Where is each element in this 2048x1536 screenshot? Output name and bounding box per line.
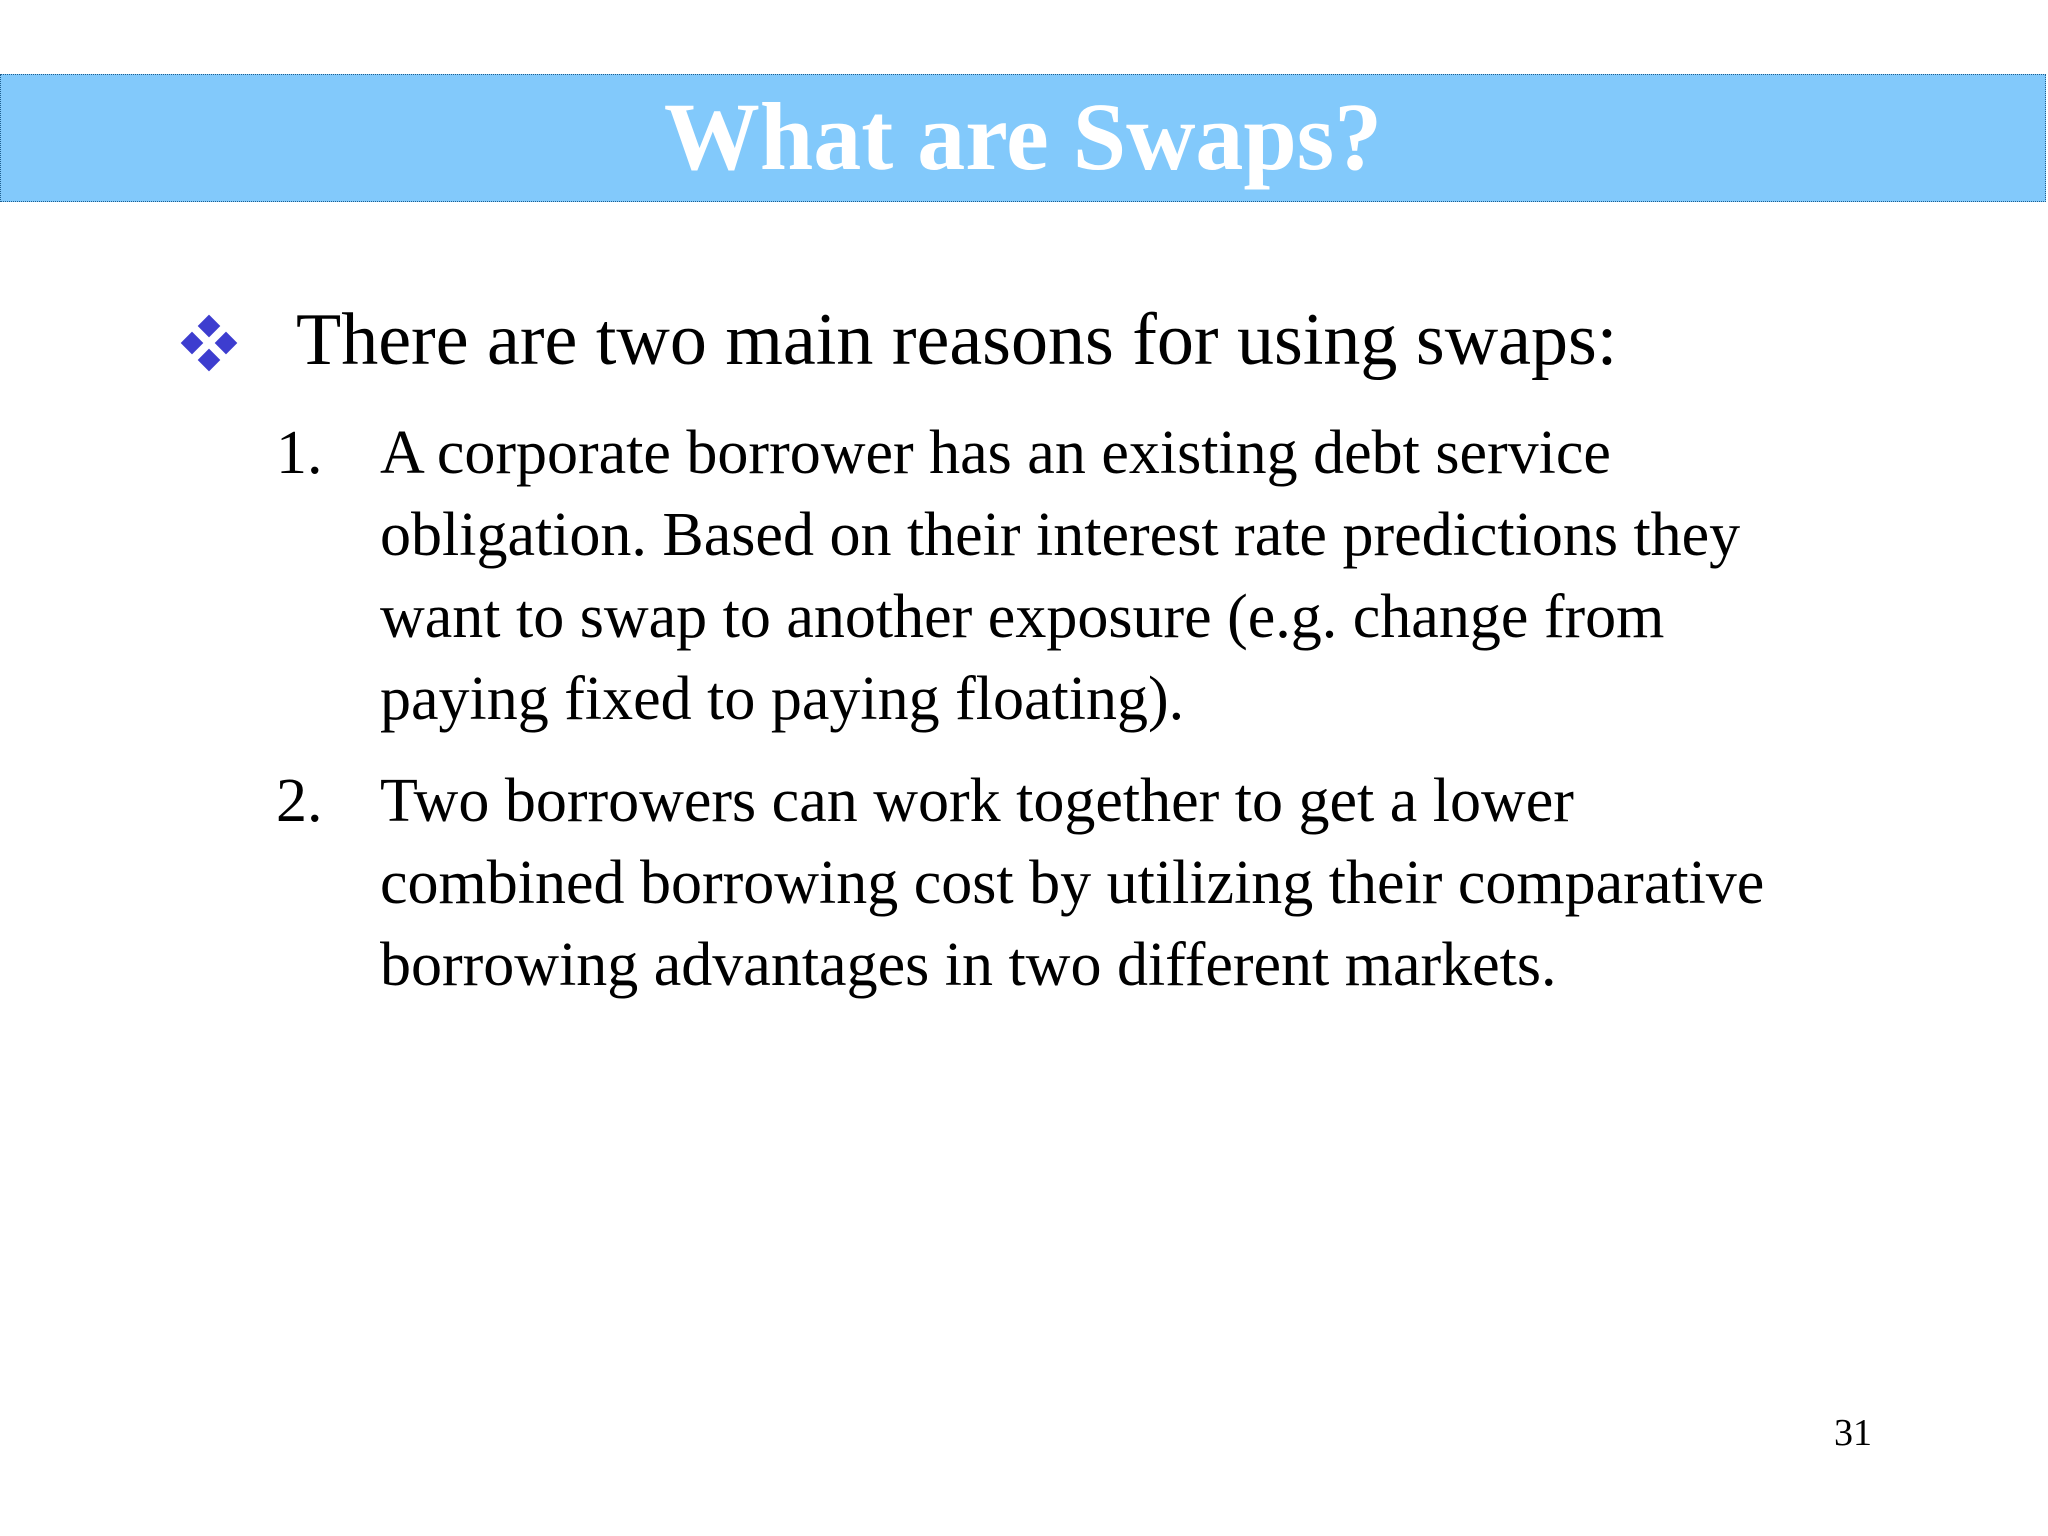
bullet-text: There are two main reasons for using swaps: [296, 299, 1618, 381]
list-item [276, 760, 1836, 1006]
numbered-list [276, 412, 1836, 1026]
slide-title: What are Swaps? [663, 83, 1383, 190]
list-item-text: A corporate borrower has an existing debt service obligation. Based on their interest rate predictions they want to swap to another exposure (e.g. change from paying fixed to paying floating). [380, 419, 1741, 733]
main-bullet [180, 296, 1617, 385]
title-bar [0, 74, 2046, 202]
list-item-number: 2. [276, 767, 323, 835]
four-diamond-bullet-icon [180, 316, 238, 374]
list-item [276, 412, 1836, 740]
list-item-number: 1. [276, 419, 323, 487]
page-number: 31 [1834, 1412, 1872, 1454]
list-item-text: Two borrowers can work together to get a lower combined borrowing cost by utilizing their comparative borrowing advantages in two different markets. [380, 767, 1765, 999]
